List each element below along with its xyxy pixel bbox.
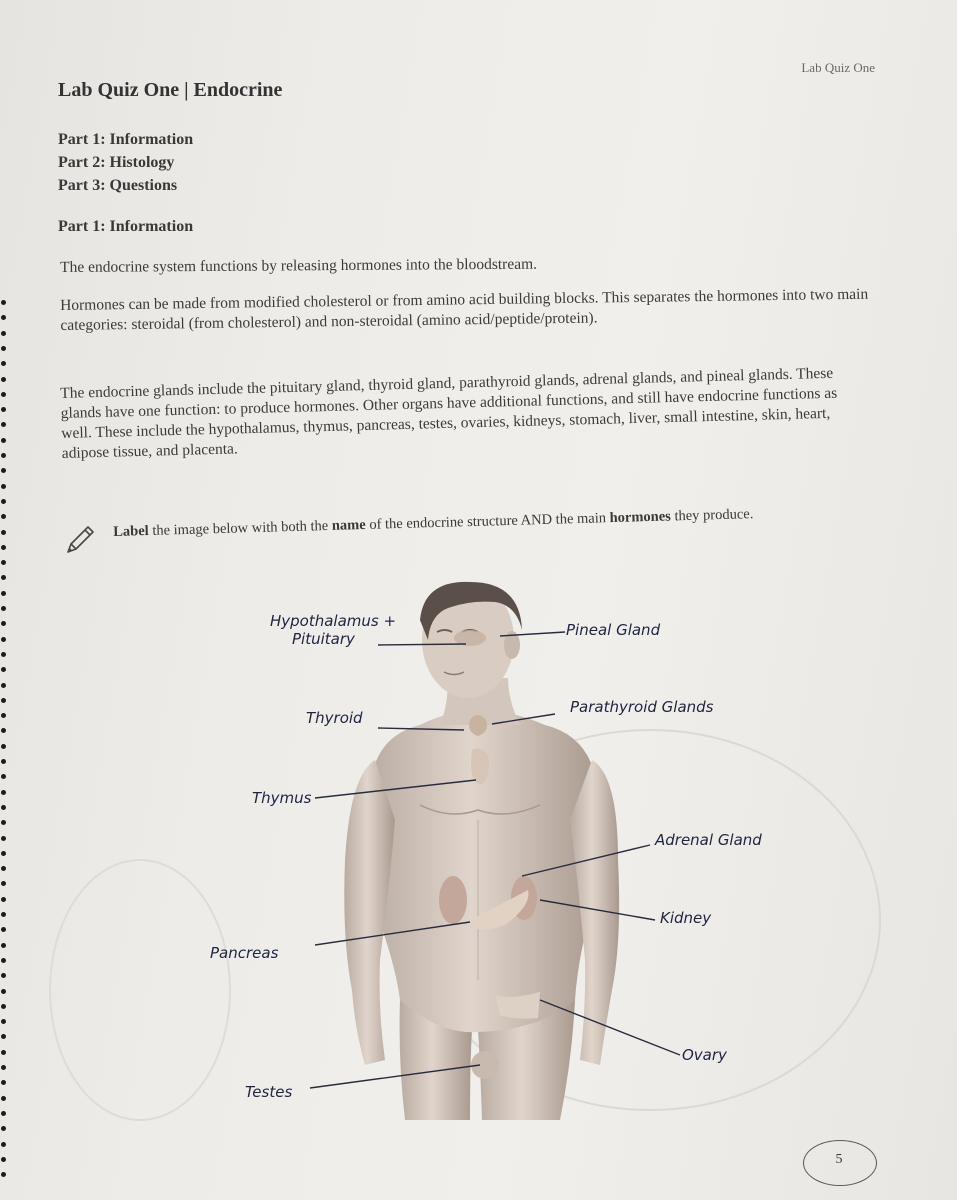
label-hypothalamus: Hypothalamus + — [270, 612, 397, 630]
page-number: 5 — [835, 1152, 843, 1167]
spiral-dot — [1, 361, 6, 366]
hormones-keyword: hormones — [609, 508, 672, 527]
spiral-dot — [1, 331, 6, 336]
page-title: Lab Quiz One | Endocrine — [58, 79, 283, 101]
label-parathyroid-glands: Parathyroid Glands — [570, 698, 714, 716]
spiral-dot — [1, 392, 6, 397]
label-kidney: Kidney — [660, 909, 712, 927]
parts-list — [58, 128, 193, 197]
pencil-icon — [62, 522, 98, 558]
label-pancreas: Pancreas — [210, 944, 279, 962]
spiral-dot — [1, 468, 6, 473]
label-thymus: Thymus — [252, 789, 312, 807]
spiral-dot — [1, 453, 6, 458]
left-kidney-shape — [439, 876, 467, 924]
paragraph-1: The endocrine system functions by releasing hormones into the bloodstream. — [60, 255, 538, 276]
spiral-dot — [1, 545, 6, 550]
label-testes: Testes — [245, 1083, 293, 1101]
paragraph-2: Hormones can be made from modified cholesterol or from amino acid building blocks. This separates the hormones into two main categories: steroidal (from cholesterol) and non-steroidal (amino acid/peptide/protein). — [60, 285, 869, 334]
bleed-through-shape-2 — [50, 860, 230, 1120]
label-keyword: Label — [113, 523, 149, 540]
paragraph-3: The endocrine glands include the pituitary gland, thyroid gland, parathyroid glands, adrenal glands, and pineal glands. These glands have one function: to produce hormones. Other organs have additional functions, and still have endocrine functions as well. These include the hypothalamus, thymus, pancreas, testes, ovaries, kidneys, stomach, liver, small intestine, skin, heart, adipose tissue, and placenta. — [60, 364, 838, 462]
spiral-dot — [1, 514, 6, 519]
spiral-dot — [1, 377, 6, 382]
spiral-dot — [1, 346, 6, 351]
label-thyroid: Thyroid — [306, 709, 363, 727]
spiral-dot — [1, 484, 6, 489]
label-pituitary: Pituitary — [292, 630, 355, 648]
part-1-item: Part 1: Information — [58, 131, 194, 148]
spiral-dot — [1, 530, 6, 535]
instruction-text — [113, 501, 858, 542]
spiral-dot — [1, 1172, 6, 1177]
spiral-dot — [1, 300, 6, 305]
spiral-dot — [1, 422, 6, 427]
name-keyword: name — [331, 516, 366, 534]
instruction-part-a: the image below with both the — [148, 517, 333, 540]
human-body-illustration — [344, 582, 619, 1120]
spiral-dot — [1, 315, 6, 320]
endocrine-figure — [0, 560, 957, 1160]
label-pineal-gland: Pineal Gland — [566, 621, 661, 639]
part-2-item: Part 2: Histology — [58, 154, 175, 171]
spiral-dot — [1, 438, 6, 443]
running-head: Lab Quiz One — [801, 60, 875, 75]
instruction-part-b: of the endocrine structure AND the main — [365, 510, 610, 533]
part-3-item: Part 3: Questions — [58, 177, 178, 194]
instruction-part-c: they produce. — [670, 506, 754, 525]
spiral-dot — [1, 499, 6, 504]
label-adrenal-gland: Adrenal Gland — [655, 831, 762, 849]
label-ovary: Ovary — [682, 1046, 727, 1064]
section-heading: Part 1: Information — [58, 218, 194, 235]
spiral-dot — [1, 407, 6, 412]
